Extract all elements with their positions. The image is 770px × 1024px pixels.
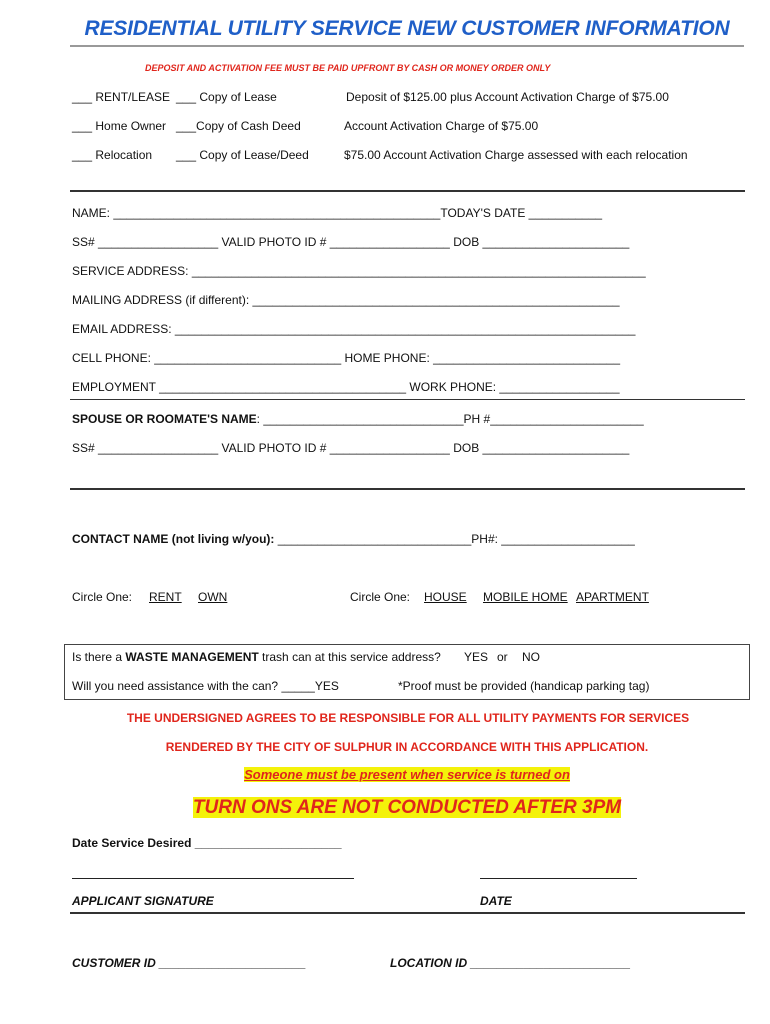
waste-question-pre: Is there a xyxy=(72,650,126,664)
waste-no-option[interactable]: NO xyxy=(522,650,540,664)
option-relocation: ___ Relocation xyxy=(72,148,153,162)
circle-option-house[interactable]: HOUSE xyxy=(424,590,467,604)
spouse-field[interactable] xyxy=(72,412,644,426)
section-divider xyxy=(70,190,745,192)
title-rule xyxy=(70,45,744,47)
circle-option-mobile-home[interactable]: MOBILE HOME xyxy=(483,590,568,604)
circle-one-label-2: Circle One: xyxy=(350,590,411,604)
contact-label: CONTACT NAME (not living w/you): xyxy=(72,532,275,546)
applicant-signature-label: APPLICANT SIGNATURE xyxy=(72,894,214,908)
spouse-ss-photo-dob-field[interactable]: SS# __________________ VALID PHOTO ID # __________________ DOB ______________________ xyxy=(72,441,630,455)
option-copy-of-cash-deed: ___Copy of Cash Deed xyxy=(176,119,301,133)
employment-field[interactable]: EMPLOYMENT _____________________________________ WORK PHONE: __________________ xyxy=(72,380,620,394)
presence-notice-text: Someone must be present when service is turned on xyxy=(244,767,570,782)
circle-option-apartment[interactable]: APARTMENT xyxy=(576,590,649,604)
presence-notice xyxy=(0,767,770,782)
option-rent-lease: ___ RENT/LEASE xyxy=(72,90,171,104)
signature-date-line[interactable] xyxy=(480,878,637,879)
option-rent-deposit-text: Deposit of $125.00 plus Account Activation Charge of $75.00 xyxy=(346,90,669,104)
contact-blank[interactable]: _____________________________PH#: ____________________ xyxy=(274,532,635,546)
proof-note: *Proof must be provided (handicap parking tag) xyxy=(398,679,650,693)
phone-fields[interactable]: CELL PHONE: ____________________________ HOME PHONE: ____________________________ xyxy=(72,351,620,365)
turn-ons-notice-text: TURN ONS ARE NOT CONDUCTED AFTER 3PM xyxy=(192,797,622,818)
option-copy-of-lease: ___ Copy of Lease xyxy=(176,90,277,104)
waste-or-text: or xyxy=(497,650,508,664)
waste-question-bold: WASTE MANAGEMENT xyxy=(125,650,259,664)
email-field[interactable]: EMAIL ADDRESS: _____________________________________________________________________ xyxy=(72,322,636,336)
circle-option-rent[interactable]: RENT xyxy=(149,590,182,604)
date-service-desired-field[interactable]: Date Service Desired ______________________ xyxy=(72,836,342,850)
agreement-line-1: THE UNDERSIGNED AGREES TO BE RESPONSIBLE FOR ALL UTILITY PAYMENTS FOR SERVICES xyxy=(126,711,690,725)
service-address-field[interactable]: SERVICE ADDRESS: ____________________________________________________________________ xyxy=(72,264,646,278)
customer-id-field[interactable]: CUSTOMER ID ______________________ xyxy=(72,956,306,970)
spouse-blank[interactable]: : ______________________________PH #_______________________ xyxy=(256,412,644,426)
waste-yes-option[interactable]: YES xyxy=(464,650,489,664)
option-home-owner: ___ Home Owner xyxy=(72,119,167,133)
turn-ons-notice xyxy=(0,797,770,819)
circle-option-own[interactable]: OWN xyxy=(198,590,228,604)
agreement-line-2: RENDERED BY THE CITY OF SULPHUR IN ACCORDANCE WITH THIS APPLICATION. xyxy=(165,740,649,754)
form-subtitle: DEPOSIT AND ACTIVATION FEE MUST BE PAID UPFRONT BY CASH OR MONEY ORDER ONLY xyxy=(145,63,551,73)
circle-one-label-1: Circle One: xyxy=(72,590,133,604)
waste-question xyxy=(72,650,441,664)
option-copy-of-lease-deed: ___ Copy of Lease/Deed xyxy=(176,148,309,162)
option-owner-charge-text: Account Activation Charge of $75.00 xyxy=(344,119,539,133)
form-title: RESIDENTIAL UTILITY SERVICE NEW CUSTOMER INFORMATION xyxy=(84,17,730,40)
mailing-address-field[interactable]: MAILING ADDRESS (if different): _______________________________________________________ xyxy=(72,293,620,307)
assistance-question[interactable]: Will you need assistance with the can? _____YES xyxy=(72,679,339,693)
spouse-label: SPOUSE OR ROOMATE'S NAME xyxy=(72,412,257,426)
waste-question-post: trash can at this service address? xyxy=(258,650,441,664)
applicant-signature-line[interactable] xyxy=(72,878,354,879)
spouse-divider xyxy=(70,399,745,400)
contact-field[interactable] xyxy=(72,532,635,546)
ss-photo-dob-field[interactable]: SS# __________________ VALID PHOTO ID # __________________ DOB ______________________ xyxy=(72,235,630,249)
name-field[interactable]: NAME: _________________________________________________TODAY'S DATE ___________ xyxy=(72,206,603,220)
contact-divider xyxy=(70,488,745,490)
footer-divider xyxy=(70,912,745,914)
date-label: DATE xyxy=(480,894,512,908)
location-id-field[interactable]: LOCATION ID ________________________ xyxy=(390,956,631,970)
option-relocation-charge-text: $75.00 Account Activation Charge assessed with each relocation xyxy=(344,148,688,162)
